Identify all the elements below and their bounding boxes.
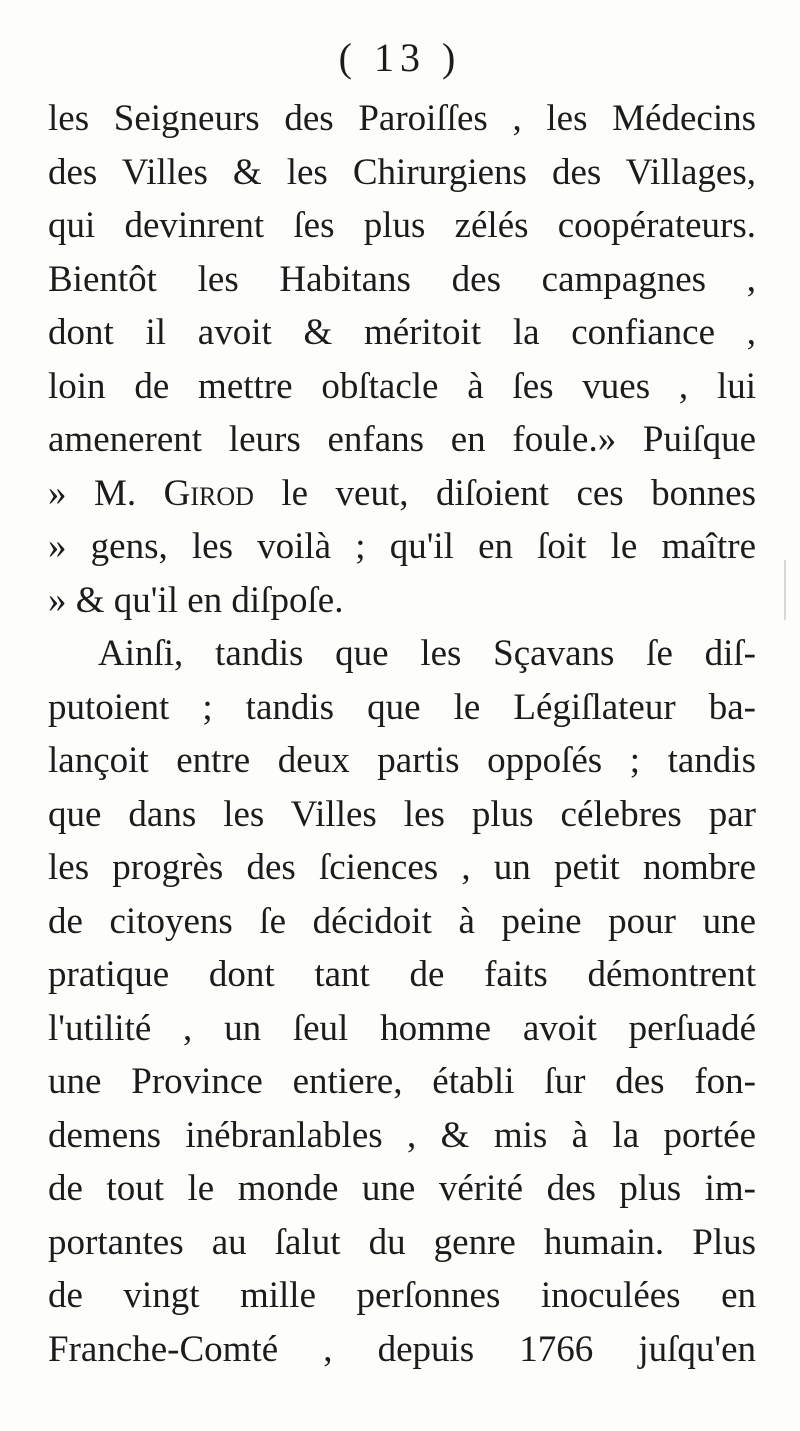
text-line: dont il avoit & méritoit la confiance , [48, 312, 756, 353]
text-line: une Province entiere, établi ſur des fon- [48, 1061, 756, 1102]
name-small-caps: Girod [163, 472, 254, 514]
text-line: » & qu'il en diſpoſe. [48, 579, 344, 621]
text-line: Franche-Comté , depuis 1766 juſqu'en [48, 1328, 756, 1370]
text-line: lançoit entre deux partis oppoſés ; tandis [48, 740, 756, 781]
text-line: de vingt mille perſonnes inoculées en [48, 1275, 756, 1316]
text-line: que dans les Villes les plus célebres par [48, 793, 756, 835]
text-line: pratique dont tant de faits démontrent [48, 954, 756, 995]
text-line: demens inébranlables , & mis à la portée [48, 1114, 756, 1156]
text-line: amenerent leurs enfans en foule.» Puiſque [48, 419, 756, 460]
text-line: loin de mettre obſtacle à ſes vues , lui [48, 365, 756, 407]
text-line: » M. Girod le veut, diſoient ces bonnes [48, 472, 756, 514]
scan-edge-mark [784, 560, 786, 620]
text-line: les progrès des ſciences , un petit nombre [48, 847, 756, 888]
paragraph-1 [48, 92, 756, 627]
body-text [48, 92, 756, 1376]
text-line: Ainſi, tandis que les Sçavans ſe diſ- [98, 633, 756, 674]
text-line: de tout le monde une vérité des plus im- [48, 1168, 756, 1209]
text-line: des Villes & les Chirurgiens des Villages, [48, 151, 756, 193]
text-line: » gens, les voilà ; qu'il en ſoit le maître [48, 526, 756, 567]
text-line: de citoyens ſe décidoit à peine pour une [48, 900, 756, 942]
text-line: portantes au ſalut du genre humain. Plus [48, 1221, 756, 1263]
text-line: l'utilité , un ſeul homme avoit perſuadé [48, 1007, 756, 1049]
text-line: qui devinrent ſes plus zélés coopérateurs. [48, 205, 756, 246]
text-line: putoient ; tandis que le Légiſlateur ba- [48, 686, 756, 728]
page-number: ( 13 ) [338, 35, 462, 80]
text-line: les Seigneurs des Paroiſſes , les Médecins [48, 98, 756, 139]
paragraph-2 [48, 627, 756, 1376]
text-line: Bientôt les Habitans des campagnes , [48, 258, 756, 300]
